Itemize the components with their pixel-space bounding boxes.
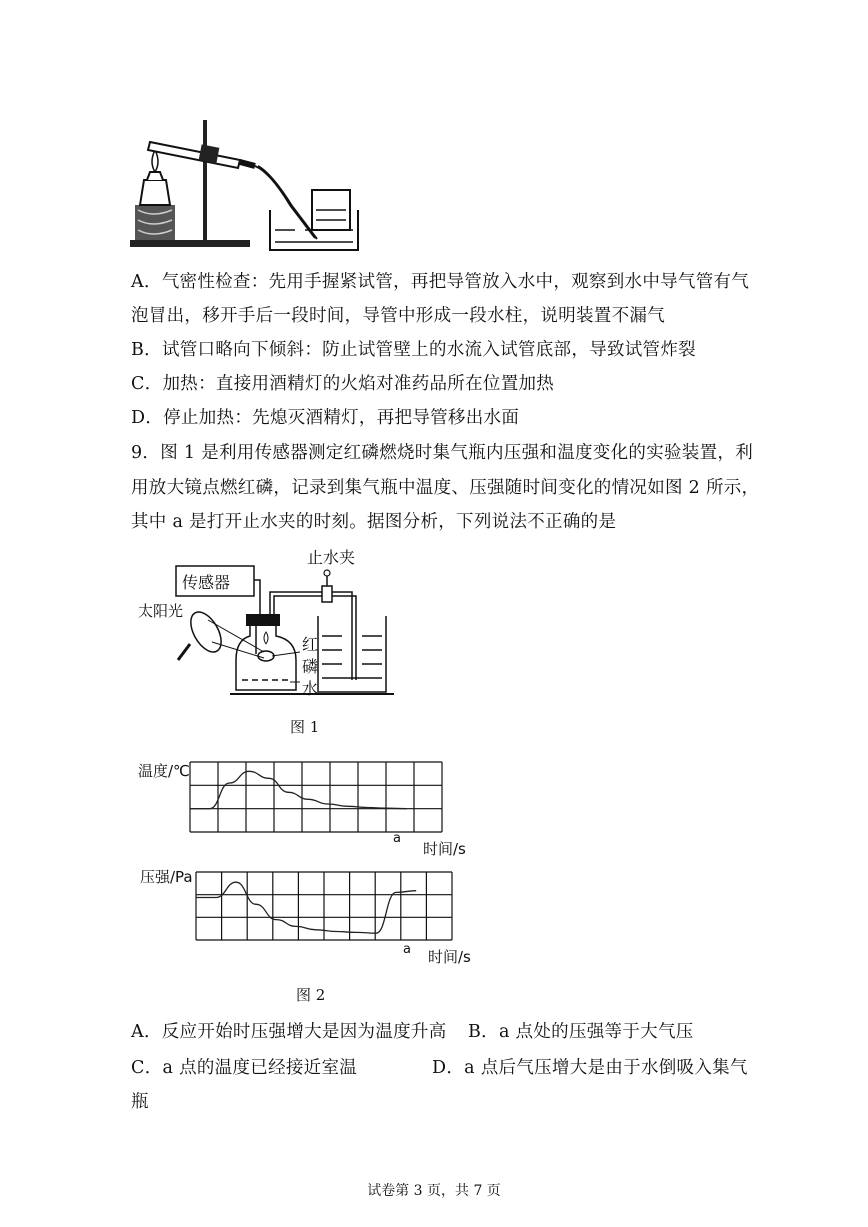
q9-option-a: A．反应开始时压强增大是因为温度升高 xyxy=(131,1022,447,1042)
q9-stem-line3: 其中 a 是打开止水夹的时刻。据图分析，下列说法不正确的是 xyxy=(131,512,617,532)
clamp-label: 止水夹 xyxy=(307,548,356,567)
page-footer: 试卷第 3 页，共 7 页 xyxy=(367,1183,501,1199)
q8-option-c: C．加热：直接用酒精灯的火焰对准药品所在位置加热 xyxy=(131,374,555,394)
q8-option-b: B．试管口略向下倾斜：防止试管壁上的水流入试管底部，导致试管炸裂 xyxy=(131,340,696,360)
water-label: 水 xyxy=(302,679,319,698)
q9-stem-line2: 用放大镜点燃红磷，记录到集气瓶中温度、压强随时间变化的情况如图 2 所示， xyxy=(131,478,760,498)
temperature-chart xyxy=(190,762,442,832)
q8-option-a-line1: A．气密性检查：先用手握紧试管，再把导管放入水中，观察到水中导气管有气 xyxy=(131,272,750,292)
pressure-chart xyxy=(196,872,452,940)
q9-option-d-line1: D．a 点后气压增大是由于水倒吸入集气 xyxy=(432,1058,748,1078)
temp-ylabel: 温度/℃ xyxy=(138,762,190,780)
sensor-label: 传感器 xyxy=(182,573,231,592)
series-line xyxy=(196,882,416,933)
apparatus-diagram-fig1 xyxy=(160,540,400,700)
red-phosphorus-label-1: 红 xyxy=(302,635,319,654)
figure-2-caption: 图 2 xyxy=(296,986,326,1004)
q9-option-d-line2: 瓶 xyxy=(131,1092,149,1112)
temp-xlabel: 时间/s xyxy=(423,840,466,858)
q9-option-c: C．a 点的温度已经接近室温 xyxy=(131,1058,358,1078)
sunlight-label: 太阳光 xyxy=(138,602,184,620)
figure-1-caption: 图 1 xyxy=(290,718,320,736)
temp-a-tick: a xyxy=(393,831,401,846)
pressure-ylabel: 压强/Pa xyxy=(140,868,193,886)
pressure-a-tick: a xyxy=(403,942,411,957)
apparatus-diagram-q8 xyxy=(130,120,370,260)
q9-stem-line1: 9．图 1 是利用传感器测定红磷燃烧时集气瓶内压强和温度变化的实验装置，利 xyxy=(131,443,753,463)
pressure-xlabel: 时间/s xyxy=(428,948,471,966)
q9-option-b: B．a 点处的压强等于大气压 xyxy=(468,1022,694,1042)
red-phosphorus-label-2: 磷 xyxy=(302,657,319,676)
q8-option-a-line2: 泡冒出，移开手后一段时间，导管中形成一段水柱，说明装置不漏气 xyxy=(131,306,665,326)
series-line xyxy=(190,771,407,808)
q8-option-d: D．停止加热：先熄灭酒精灯，再把导管移出水面 xyxy=(131,408,520,428)
